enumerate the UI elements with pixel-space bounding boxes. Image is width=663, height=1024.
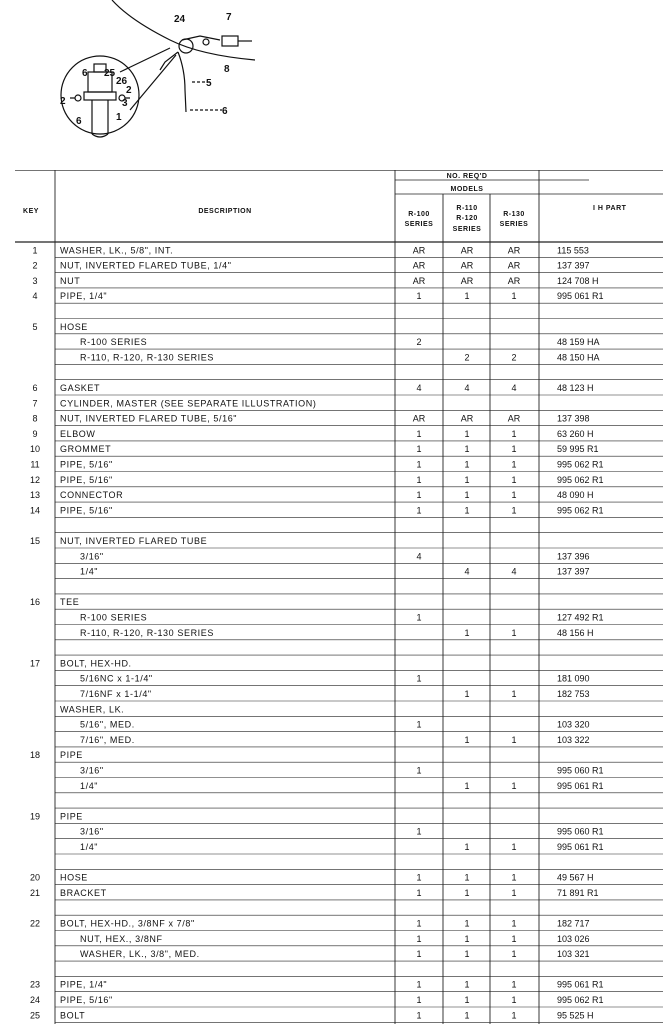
row-qty-r110: 4 xyxy=(464,566,470,577)
row-description: CONNECTOR xyxy=(60,490,124,501)
row-description: NUT, INVERTED FLARED TUBE xyxy=(60,536,208,546)
row-description: WASHER, LK., 5/8", INT. xyxy=(60,245,174,256)
row-qty-r100: 1 xyxy=(416,995,422,1005)
row-qty-r130: 1 xyxy=(511,918,517,929)
row-key: 11 xyxy=(30,459,40,470)
callout-26: 26 xyxy=(116,76,128,87)
row-key: 19 xyxy=(29,811,41,822)
row-qty-r110: 1 xyxy=(464,490,470,501)
row-qty-r130: 1 xyxy=(511,490,517,501)
row-description: 5/16", MED. xyxy=(80,719,135,730)
callout-6: 6 xyxy=(222,106,228,117)
row-key: 25 xyxy=(29,1010,41,1021)
row-key: 12 xyxy=(29,474,41,485)
callout-25: 25 xyxy=(104,68,116,79)
row-qty-r110: 1 xyxy=(464,689,470,699)
row-description: 1/4" xyxy=(80,566,99,577)
row-qty-r110: 1 xyxy=(464,444,470,455)
row-qty-r110: 1 xyxy=(464,979,470,990)
row-qty-r110: 1 xyxy=(464,872,470,883)
row-key: 6 xyxy=(32,383,38,393)
row-qty-r110: 1 xyxy=(464,505,470,516)
row-key: 17 xyxy=(29,658,41,669)
row-description: NUT, HEX., 3/8NF xyxy=(80,933,163,944)
row-part-number: 137 397 xyxy=(557,260,590,271)
row-qty-r100: 1 xyxy=(416,444,422,455)
row-qty-r100: 1 xyxy=(416,826,422,837)
row-part-number: 115 553 xyxy=(557,245,589,256)
row-description: GROMMET xyxy=(60,444,112,455)
row-description: 1/4" xyxy=(80,780,99,791)
row-qty-r130: 1 xyxy=(511,842,517,852)
row-qty-r100: 1 xyxy=(416,428,422,439)
row-qty-r110: 1 xyxy=(464,842,470,852)
row-part-number: 181 090 xyxy=(557,673,590,684)
row-key: 3 xyxy=(32,275,38,286)
row-qty-r100: 1 xyxy=(416,673,422,684)
row-description: 3/16" xyxy=(80,826,104,837)
row-part-number: 48 159 HA xyxy=(557,337,600,348)
row-qty-r130: 1 xyxy=(511,979,517,990)
row-qty-r130: 1 xyxy=(511,734,517,745)
row-qty-r130: 1 xyxy=(511,627,517,638)
row-description: 7/16", MED. xyxy=(80,734,135,745)
row-qty-r100: 4 xyxy=(416,383,422,393)
exploded-parts-diagram xyxy=(0,0,330,140)
row-qty-r130: 1 xyxy=(511,459,517,470)
row-qty-r100: 2 xyxy=(416,337,422,348)
row-qty-r100: 1 xyxy=(416,291,422,302)
row-qty-r100: 1 xyxy=(416,719,422,730)
row-qty-r130: 1 xyxy=(511,1010,517,1021)
row-description: NUT, INVERTED FLARED TUBE, 5/16" xyxy=(60,413,238,424)
row-key: 24 xyxy=(29,995,41,1005)
row-qty-r110: 1 xyxy=(464,627,470,638)
row-qty-r130: 1 xyxy=(511,505,517,516)
row-part-number: 49 567 H xyxy=(557,872,594,883)
row-part-number: 182 753 xyxy=(557,689,590,699)
row-key: 21 xyxy=(29,887,41,898)
row-qty-r110: 1 xyxy=(464,428,470,439)
row-description: BOLT, HEX-HD. xyxy=(60,658,132,669)
row-description: R-100 SERIES xyxy=(80,337,148,348)
row-description: 7/16NF x 1-1/4" xyxy=(80,689,152,699)
row-description: GASKET xyxy=(60,383,101,393)
row-description: CYLINDER, MASTER (SEE SEPARATE ILLUSTRATION) xyxy=(60,398,317,409)
row-qty-r100: AR xyxy=(412,245,426,256)
row-qty-r100: 1 xyxy=(416,949,422,960)
row-part-number: 48 156 H xyxy=(557,627,594,638)
row-part-number: 124 708 H xyxy=(557,275,599,286)
header-r130: R-130 xyxy=(503,211,525,218)
row-qty-r130: 4 xyxy=(511,383,517,393)
row-qty-r110: AR xyxy=(460,245,474,256)
callout-6-inset: 6 xyxy=(82,68,88,79)
row-part-number: 137 396 xyxy=(557,551,590,562)
row-qty-r100: AR xyxy=(412,413,426,424)
row-key: 18 xyxy=(29,750,41,761)
row-qty-r100: 1 xyxy=(416,474,422,485)
row-description: 3/16" xyxy=(80,551,104,562)
row-qty-r130: 4 xyxy=(511,566,517,577)
row-qty-r130: 1 xyxy=(511,428,517,439)
callout-6-lower: 6 xyxy=(76,116,82,127)
row-part-number: 103 322 xyxy=(557,734,590,745)
row-part-number: 95 525 H xyxy=(557,1010,594,1021)
row-part-number: 127 492 R1 xyxy=(557,612,604,623)
row-part-number: 59 995 R1 xyxy=(557,444,599,455)
row-qty-r110: 4 xyxy=(464,383,470,393)
row-qty-r100: AR xyxy=(412,275,426,286)
row-part-number: 63 260 H xyxy=(557,428,594,439)
row-qty-r100: 1 xyxy=(416,505,422,516)
row-qty-r110: 1 xyxy=(464,1010,470,1021)
row-qty-r100: 1 xyxy=(416,872,422,883)
row-part-number: 48 090 H xyxy=(557,490,594,501)
row-qty-r130: 2 xyxy=(511,352,517,363)
row-qty-r100: 1 xyxy=(416,918,422,929)
row-description: HOSE xyxy=(60,872,88,883)
row-qty-r100: 1 xyxy=(416,933,422,944)
row-qty-r100: 1 xyxy=(416,459,422,470)
row-description: PIPE xyxy=(60,811,83,822)
row-description: HOSE xyxy=(60,321,88,332)
row-part-number: 995 061 R1 xyxy=(557,979,604,990)
callout-24: 24 xyxy=(174,14,186,25)
row-qty-r130: 1 xyxy=(511,949,517,960)
row-description: R-100 SERIES xyxy=(80,612,148,623)
row-qty-r100: 1 xyxy=(416,490,422,501)
row-key: 22 xyxy=(29,918,41,929)
row-qty-r110: 1 xyxy=(464,995,470,1005)
row-part-number: 995 062 R1 xyxy=(557,505,604,516)
row-qty-r110: AR xyxy=(460,260,474,271)
callout-2-left: 2 xyxy=(60,96,66,107)
row-key: 5 xyxy=(32,321,38,332)
row-description: PIPE, 1/4" xyxy=(60,979,108,990)
row-qty-r110: 1 xyxy=(464,780,470,791)
row-qty-r130: 1 xyxy=(511,887,517,898)
row-qty-r130: AR xyxy=(507,413,521,424)
row-qty-r130: 1 xyxy=(511,872,517,883)
header-key: KEY xyxy=(23,208,39,215)
row-description: PIPE, 5/16" xyxy=(60,474,113,485)
row-qty-r110: 1 xyxy=(464,918,470,929)
row-qty-r110: 1 xyxy=(464,734,470,745)
row-qty-r130: 1 xyxy=(511,995,517,1005)
row-qty-r100: 1 xyxy=(416,979,422,990)
row-part-number: 995 061 R1 xyxy=(557,291,604,302)
row-description: BOLT, HEX-HD., 3/8NF x 7/8" xyxy=(60,918,195,929)
row-description: WASHER, LK. xyxy=(60,704,125,715)
row-description: PIPE, 1/4" xyxy=(60,291,108,302)
row-part-number: 995 062 R1 xyxy=(557,474,604,485)
header-part-number: I H PART xyxy=(593,205,627,212)
row-qty-r110: 1 xyxy=(464,887,470,898)
row-key: 4 xyxy=(32,291,38,302)
row-qty-r130: 1 xyxy=(511,780,517,791)
row-part-number: 995 062 R1 xyxy=(557,995,604,1005)
row-key: 14 xyxy=(29,505,41,516)
row-part-number: 137 398 xyxy=(557,413,590,424)
row-qty-r100: 4 xyxy=(416,551,422,562)
row-key: 7 xyxy=(32,398,38,409)
row-qty-r110: 1 xyxy=(464,949,470,960)
row-key: 2 xyxy=(32,260,38,271)
row-qty-r100: AR xyxy=(412,260,426,271)
row-qty-r110: 1 xyxy=(464,933,470,944)
row-description: BOLT xyxy=(60,1010,86,1021)
row-description: NUT, INVERTED FLARED TUBE, 1/4" xyxy=(60,260,232,271)
row-description: R-110, R-120, R-130 SERIES xyxy=(80,627,214,638)
row-qty-r130: AR xyxy=(507,260,521,271)
header-r110-series: SERIES xyxy=(452,226,482,233)
row-part-number: 48 123 H xyxy=(557,383,594,393)
callout-1: 1 xyxy=(116,112,122,123)
row-key: 13 xyxy=(29,490,41,501)
row-key: 23 xyxy=(29,979,41,990)
row-description: R-110, R-120, R-130 SERIES xyxy=(80,352,214,363)
row-part-number: 995 062 R1 xyxy=(557,459,604,470)
callout-8: 8 xyxy=(224,64,230,75)
row-qty-r110: AR xyxy=(460,275,474,286)
header-r100-series: SERIES xyxy=(404,221,434,228)
row-part-number: 182 717 xyxy=(557,918,590,929)
row-qty-r130: 1 xyxy=(511,689,517,699)
row-key: 8 xyxy=(32,413,38,424)
row-part-number: 48 150 HA xyxy=(557,352,600,363)
row-part-number: 71 891 R1 xyxy=(557,887,599,898)
parts-table xyxy=(15,170,663,1024)
row-description: PIPE, 5/16" xyxy=(60,505,113,516)
row-qty-r100: 1 xyxy=(416,765,422,776)
row-key: 10 xyxy=(29,444,41,455)
row-qty-r110: 1 xyxy=(464,459,470,470)
header-description: DESCRIPTION xyxy=(198,208,252,215)
callout-3: 3 xyxy=(122,98,128,109)
row-qty-r100: 1 xyxy=(416,612,422,623)
header-no-reqd: NO. REQ'D xyxy=(446,173,488,180)
row-qty-r130: 1 xyxy=(511,933,517,944)
row-key: 1 xyxy=(32,245,38,256)
row-description: PIPE, 5/16" xyxy=(60,459,113,470)
row-qty-r130: AR xyxy=(507,275,521,286)
header-r130-series: SERIES xyxy=(499,221,529,228)
callout-2-right: 2 xyxy=(126,85,132,96)
row-part-number: 995 060 R1 xyxy=(557,765,604,776)
header-r110: R-110 xyxy=(456,205,478,212)
row-part-number: 103 026 xyxy=(557,933,590,944)
row-qty-r110: AR xyxy=(460,413,474,424)
row-part-number: 137 397 xyxy=(557,566,590,577)
row-description: NUT xyxy=(60,275,81,286)
row-qty-r130: 1 xyxy=(511,444,517,455)
header-r100: R-100 xyxy=(408,211,430,218)
row-qty-r110: 1 xyxy=(464,291,470,302)
row-description: ELBOW xyxy=(60,428,96,439)
row-part-number: 995 061 R1 xyxy=(557,842,604,852)
row-qty-r130: AR xyxy=(507,245,521,256)
row-description: PIPE, 5/16" xyxy=(60,995,113,1005)
row-key: 9 xyxy=(32,428,38,439)
header-models: MODELS xyxy=(450,186,484,193)
row-qty-r100: 1 xyxy=(416,887,422,898)
row-qty-r110: 1 xyxy=(464,474,470,485)
row-description: TEE xyxy=(60,597,80,608)
row-part-number: 995 061 R1 xyxy=(557,780,604,791)
row-part-number: 103 321 xyxy=(557,949,590,960)
row-description: 3/16" xyxy=(80,765,104,776)
row-key: 16 xyxy=(29,597,41,608)
callout-7: 7 xyxy=(226,12,232,23)
row-description: 1/4" xyxy=(80,842,99,852)
row-key: 15 xyxy=(29,536,41,546)
row-description: 5/16NC x 1-1/4" xyxy=(80,673,153,684)
row-key: 20 xyxy=(29,872,41,883)
row-part-number: 103 320 xyxy=(557,719,590,730)
row-part-number: 995 060 R1 xyxy=(557,826,604,837)
row-description: PIPE xyxy=(60,750,83,761)
row-qty-r100: 1 xyxy=(416,1010,422,1021)
header-r120: R-120 xyxy=(456,215,478,222)
row-qty-r110: 2 xyxy=(464,352,470,363)
row-description: BRACKET xyxy=(60,887,107,898)
row-description: WASHER, LK., 3/8", MED. xyxy=(80,949,200,960)
row-qty-r130: 1 xyxy=(511,291,517,302)
callout-5: 5 xyxy=(206,78,212,89)
row-qty-r130: 1 xyxy=(511,474,517,485)
